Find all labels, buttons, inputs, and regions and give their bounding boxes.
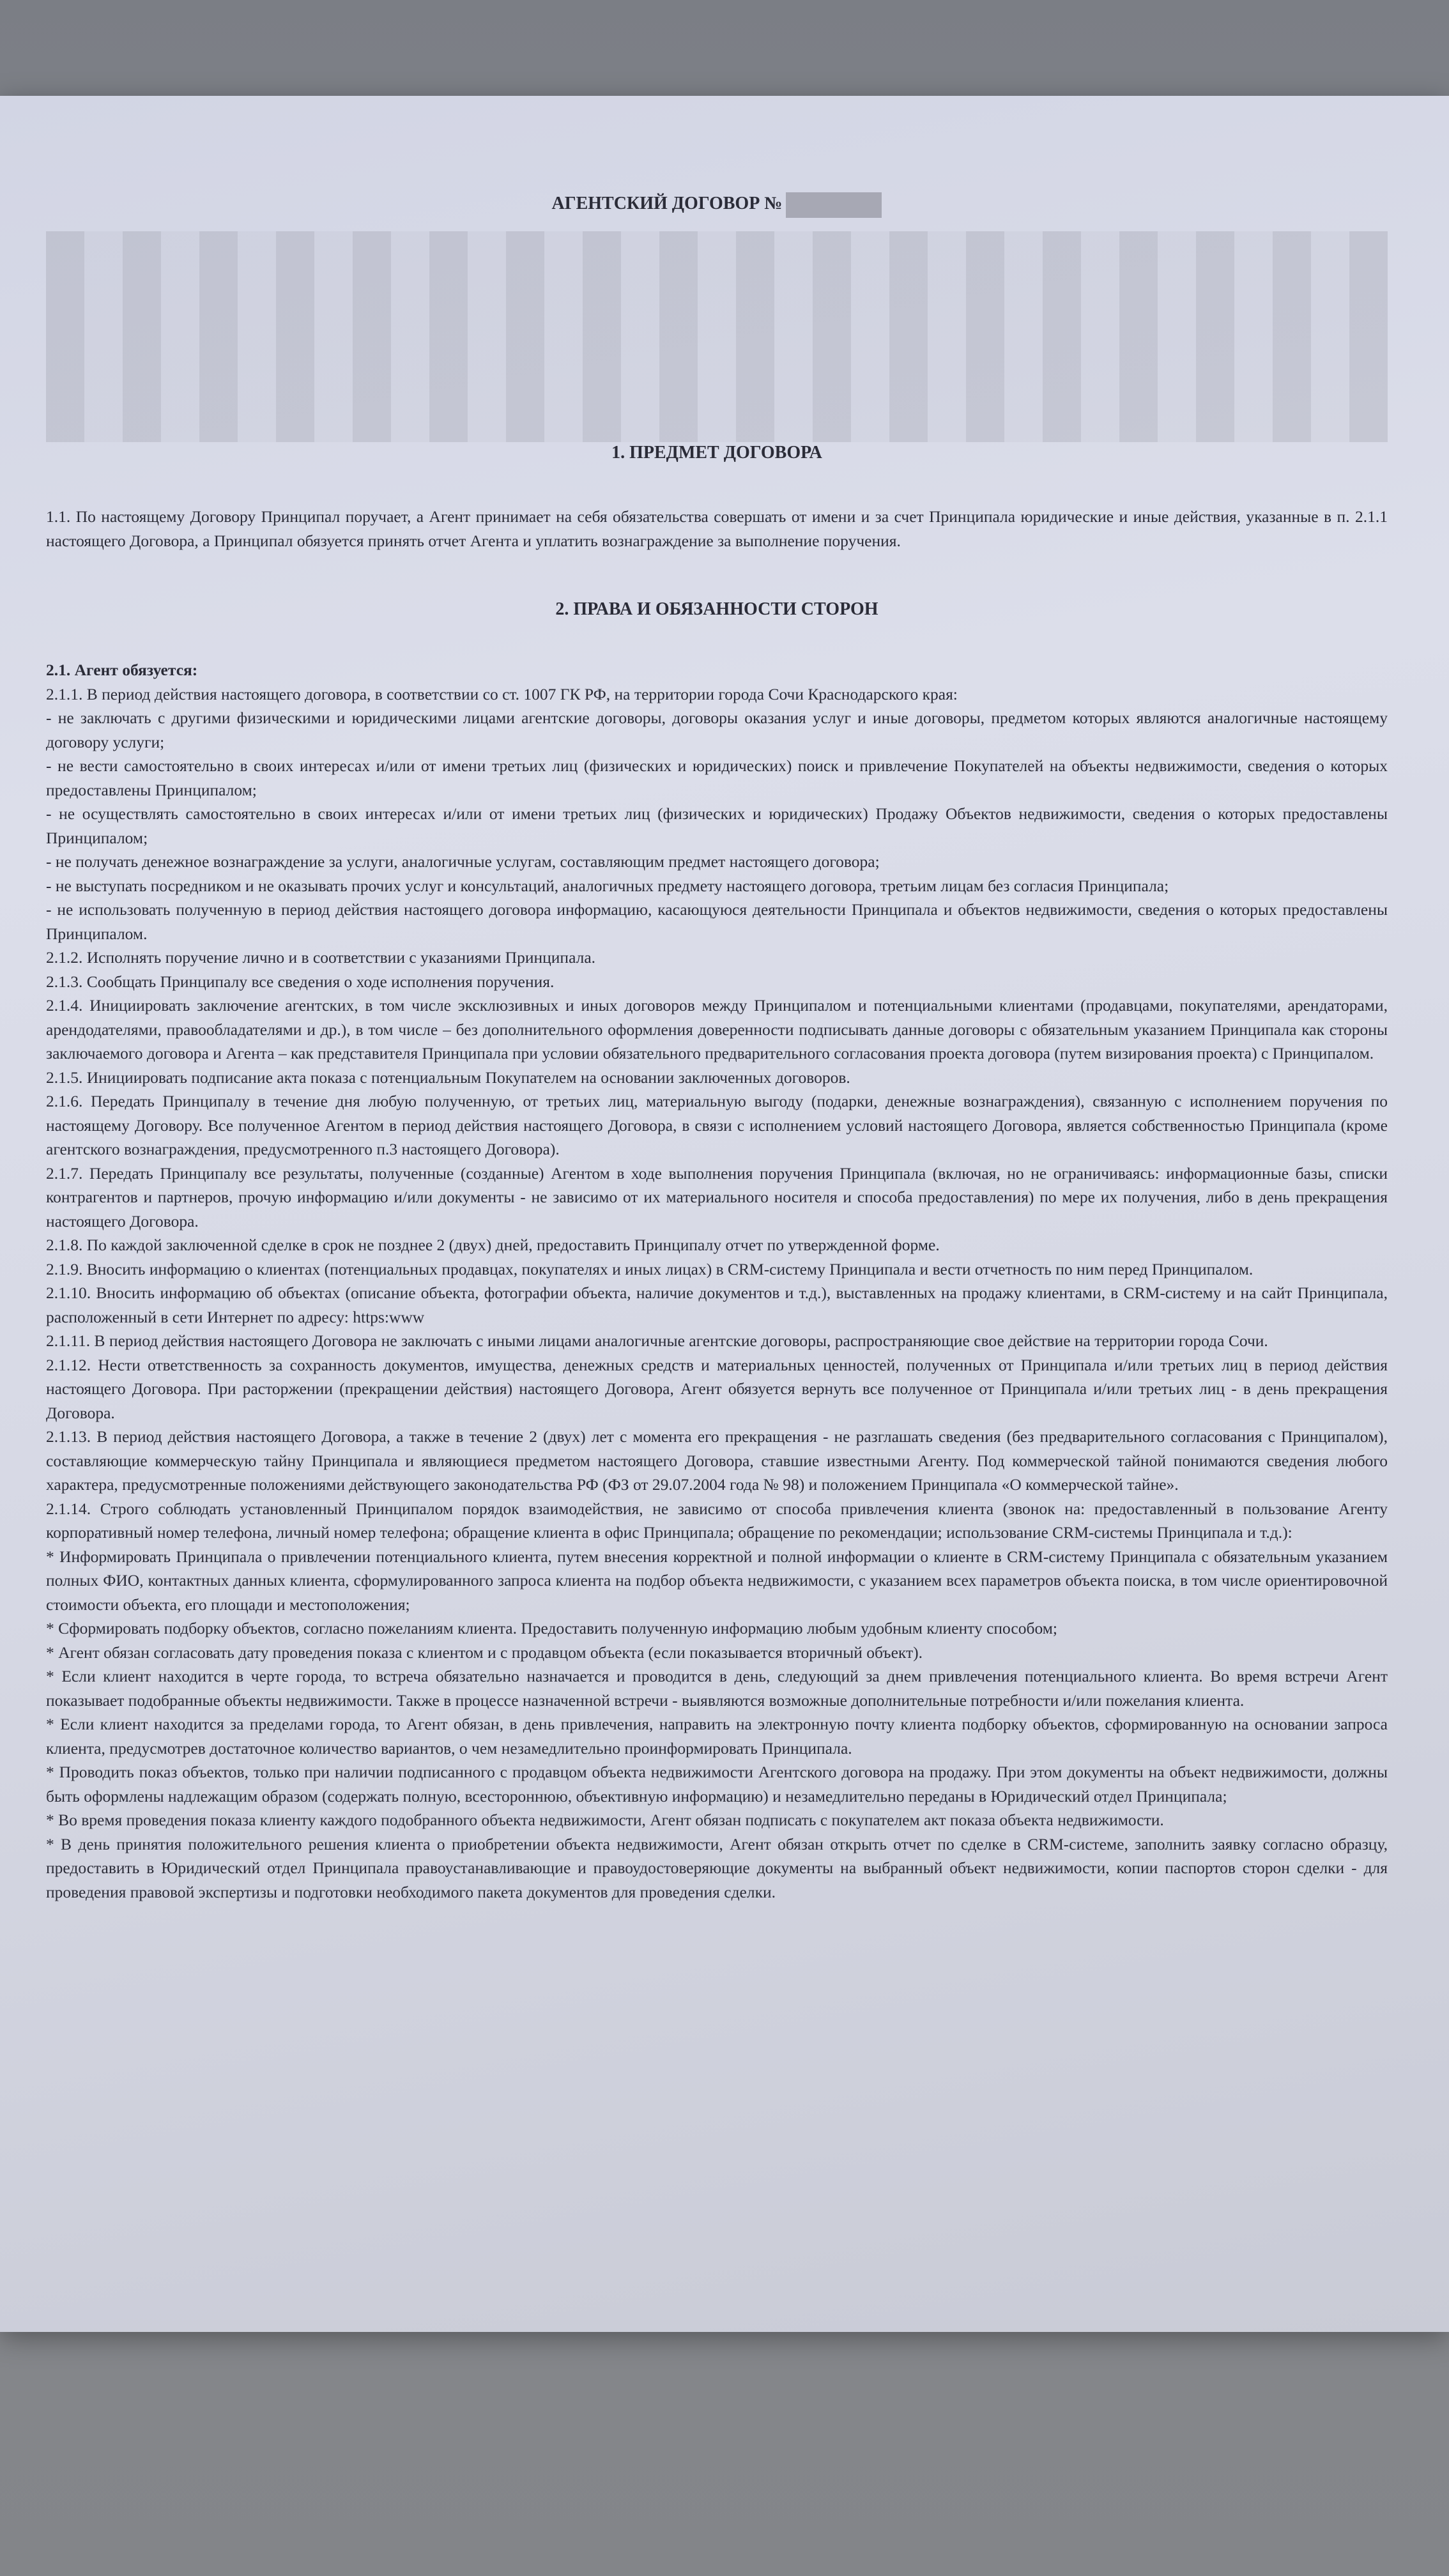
bullet-item: * Сформировать подборку объектов, согласно пожеланиям клиента. Предоставить полученную информацию любым удобным клиенту способом; <box>46 1619 1057 1637</box>
bullet-item: * Если клиент находится в черте города, то встреча обязательно назначается и проводится в день, следующий за днем привлечения потенциального клиента. Во время встречи Агент показывает подобранные объекты недвижимости. Также в процессе назначенной встречи - выявляются возможные дополнительные потребности и/или пожелания клиента. <box>46 1667 1388 1710</box>
bullet-item: * Если клиент находится за пределами города, то Агент обязан, в день привлечения, направить на электронную почту клиента подборку объектов, сформированную на основании запроса клиента, предусмотрев достаточное количество вариантов, о чем незамедлительно проинформировать Принципала. <box>46 1715 1388 1758</box>
bullet-item: * Проводить показ объектов, только при наличии подписанного с продавцом объекта недвижимости Агентского договора на продажу. При этом документы на объект недвижимости, должны быть оформлены надлежащим образом (содержать полную, всестороннюю, объективную информацию) и незамедлительно переданы в Юридический отдел Принципала; <box>46 1763 1388 1805</box>
clause-2-1-12: 2.1.12. Нести ответственность за сохранность документов, имущества, денежных средств и материальных ценностей, полученных от Принципала и/или третьих лиц в период действия настоящего Договора. При расторжении (прекращении действия) настоящего Договора, Агент обязуется вернуть все полученное от Принципала и/или третьих лиц - в день прекращения Договора. <box>46 1355 1388 1422</box>
redacted-number <box>786 192 882 218</box>
clause-2-1-13: 2.1.13. В период действия настоящего Договора, а также в течение 2 (двух) лет с момента его прекращения - не разглашать сведения (без предварительного согласования с Принципалом), составляющие коммерческую тайну Принципала и являющиеся предметом настоящего Договора, ставшие известными Агенту. Под коммерческой тайной понимаются сведения любого характера, предусмотренные положениями действующего законодательства РФ (ФЗ от 29.07.2004 года № 98) и положением Принципала «О коммерческой тайне». <box>46 1427 1388 1494</box>
section-1-text: 1.1. По настоящему Договору Принципал поручает, а Агент принимает на себя обязательства совершать от имени и за счет Принципала юридические и иные действия, указанные в п. 2.1.1 настоящего Договора, а Принципал обязуется принять отчет Агента и уплатить вознаграждение за выполнение поручения. <box>46 507 1388 550</box>
clause-item: - не использовать полученную в период действия настоящего договора информацию, касающуюся деятельности Принципала и объектов недвижимости, сведения о которых предоставлены Принципалом. <box>46 900 1388 943</box>
clause-item: - не выступать посредником и не оказывать прочих услуг и консультаций, аналогичных предмету настоящего договора, третьим лицам без согласия Принципала; <box>46 876 1169 895</box>
document-page <box>0 96 1449 2332</box>
clause-2-1-8: 2.1.8. По каждой заключенной сделке в срок не позднее 2 (двух) дней, предоставить Принципалу отчет по утвержденной форме. <box>46 1236 940 1254</box>
section-2-body <box>46 658 1388 1904</box>
bullet-item: * Агент обязан согласовать дату проведения показа с клиентом и с продавцом объекта (если показывается вторичный объект). <box>46 1643 923 1662</box>
clause-2-1: 2.1. Агент обязуется: <box>46 661 198 679</box>
bullet-item: * Во время проведения показа клиенту каждого подобранного объекта недвижимости, Агент обязан подписать с покупателем акт показа объекта недвижимости. <box>46 1811 1164 1829</box>
clause-2-1-10: 2.1.10. Вносить информацию об объектах (описание объекта, фотографии объекта, наличие документов и т.д.), выставленных на продажу клиентами, в CRM-систему и на сайт Принципала, расположенный в сети Интернет по адресу: https:www <box>46 1284 1388 1326</box>
document-title-text: АГЕНТСКИЙ ДОГОВОР № <box>551 194 783 213</box>
clause-2-1-1: 2.1.1. В период действия настоящего договора, в соответствии со ст. 1007 ГК РФ, на территории города Сочи Краснодарского края: <box>46 684 958 703</box>
section-1-heading: 1. ПРЕДМЕТ ДОГОВОРА <box>611 443 822 463</box>
clause-2-1-11: 2.1.11. В период действия настоящего Договора не заключать с иными лицами аналогичные агентские договоры, распространяющие свое действие на территории города Сочи. <box>46 1331 1268 1350</box>
clause-2-1-3: 2.1.3. Сообщать Принципалу все сведения о ходе исполнения поручения. <box>46 972 555 991</box>
redacted-parties-block <box>46 231 1388 442</box>
document-title <box>46 192 1388 218</box>
clause-2-1-4: 2.1.4. Инициировать заключение агентских, в том числе эксклюзивных и иных договоров между Принципалом и потенциальными клиентами (продавцами, покупателями, арендаторами, арендодателями, правообладателями и др.), в том числе – без дополнительного оформления доверенности подписывать данные договоры с обязательным указанием Принципала как стороны заключаемого договора и Агента – как представителя Принципала при условии обязательного предварительного согласования проекта договора (путем визирования проекта) с Принципалом. <box>46 996 1388 1062</box>
clause-item: - не вести самостоятельно в своих интересах и/или от имени третьих лиц (физических и юридических) поиск и привлечение Покупателей на объекты недвижимости, сведения о которых предоставлены Принципалом; <box>46 756 1388 799</box>
clause-item: - не осуществлять самостоятельно в своих интересах и/или от имени третьих лиц (физических и юридических) Продажу Объектов недвижимости, сведения о которых предоставлены Принципалом; <box>46 804 1388 847</box>
clause-2-1-9: 2.1.9. Вносить информацию о клиентах (потенциальных продавцах, покупателях и иных лицах) в CRM-систему Принципала и вести отчетность по ним перед Принципалом. <box>46 1259 1254 1278</box>
clause-2-1-5: 2.1.5. Инициировать подписание акта показа с потенциальным Покупателем на основании заключенных договоров. <box>46 1068 850 1087</box>
clause-2-1-2: 2.1.2. Исполнять поручение лично и в соответствии с указаниями Принципала. <box>46 948 596 967</box>
section-2-heading: 2. ПРАВА И ОБЯЗАННОСТИ СТОРОН <box>555 599 878 619</box>
clause-2-1-6: 2.1.6. Передать Принципалу в течение дня любую полученную, от третьих лиц, материальную выгоду (подарки, денежные вознаграждения), связанную с исполнением поручения по настоящему Договору. Все полученное Агентом в период действия настоящего Договора, в связи с исполнением условий настоящего Договора, является собственностью Принципала (кроме агентского вознаграждения, предусмотренного п.3 настоящего Договора). <box>46 1092 1388 1158</box>
clause-2-1-14: 2.1.14. Строго соблюдать установленный Принципалом порядок взаимодействия, не зависимо от способа привлечения клиента (звонок на: предоставленный в пользование Агенту корпоративный номер телефона, личный номер телефона; обращение клиента в офис Принципала; обращение по рекомендации; использование CRM-системы Принципала и т.д.): <box>46 1499 1388 1542</box>
bullet-item: * В день принятия положительного решения клиента о приобретении объекта недвижимости, Агент обязан открыть отчет по сделке в CRM-системе, заполнить заявку согласно образцу, предоставить в Юридический отдел Принципала правоустанавливающие и правоудостоверяющие документы на выбранный объект недвижимости, копии паспортов сторон сделки - для проведения правовой экспертизы и подготовки необходимого пакета документов для проведения сделки. <box>46 1834 1388 1901</box>
clause-item: - не заключать с другими физическими и юридическими лицами агентские договоры, договоры оказания услуг и иные договоры, предметом которых являются аналогичные настоящему договору услуги; <box>46 709 1388 751</box>
clause-item: - не получать денежное вознаграждение за услуги, аналогичные услугам, составляющим предмет настоящего договора; <box>46 852 880 871</box>
bullet-item: * Информировать Принципала о привлечении потенциального клиента, путем внесения корректной и полной информации о клиенте в CRM-систему Принципала с обязательным указанием полных ФИО, контактных данных клиента, сформулированного запроса клиента на подбор объекта недвижимости, с указанием всех параметров объекта поиска, в том числе ориентировочной стоимости объекта, его площади и местоположения; <box>46 1547 1388 1614</box>
clause-2-1-7: 2.1.7. Передать Принципалу все результаты, полученные (созданные) Агентом в ходе выполнения поручения Принципала (включая, но не ограничиваясь: информационные базы, списки контрагентов и партнеров, прочую информацию и/или документы - не зависимо от их материального носителя и способа предоставления) по мере их получения, либо в день прекращения настоящего Договора. <box>46 1163 1388 1230</box>
